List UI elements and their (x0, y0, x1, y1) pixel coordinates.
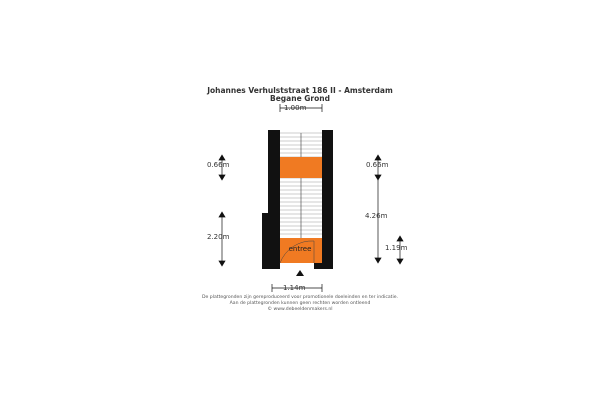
dimension-right-lower: 1.19m (385, 244, 408, 252)
copyright-line: © www.debeeldenmakers.nl (267, 307, 333, 312)
wall-bottom-left (262, 263, 280, 269)
wall-left-upper (268, 130, 280, 213)
staircase (280, 133, 322, 240)
landing-upper (280, 157, 322, 178)
dimension-right-middle: 4.26m (365, 212, 388, 220)
dimension-left-lower: 2.20m (207, 233, 230, 241)
wall-left-lower (262, 213, 280, 269)
dimension-bottom-width: 1.14m (283, 284, 306, 292)
disclaimer-line-1: De plattegronden zijn gereproduceerd voor promotionele doeleinden en ter indicatie. (201, 295, 399, 300)
plan-title: Johannes Verhulststraat 186 II - Amsterdam (207, 86, 393, 95)
dimension-top-width: 1.00m (284, 104, 307, 112)
entrance-arrow-icon (296, 270, 304, 276)
wall-right (322, 130, 333, 269)
dimension-right-upper: 0.66m (366, 161, 389, 169)
wall-bottom-right (314, 263, 333, 269)
disclaimer-line-2: Aan de plattegronden kunnen geen rechten worden ontleend (229, 301, 371, 306)
entry-label: entree (288, 245, 312, 253)
dimension-left-upper: 0.66m (207, 161, 230, 169)
floor-name: Begane Grond (270, 94, 330, 103)
